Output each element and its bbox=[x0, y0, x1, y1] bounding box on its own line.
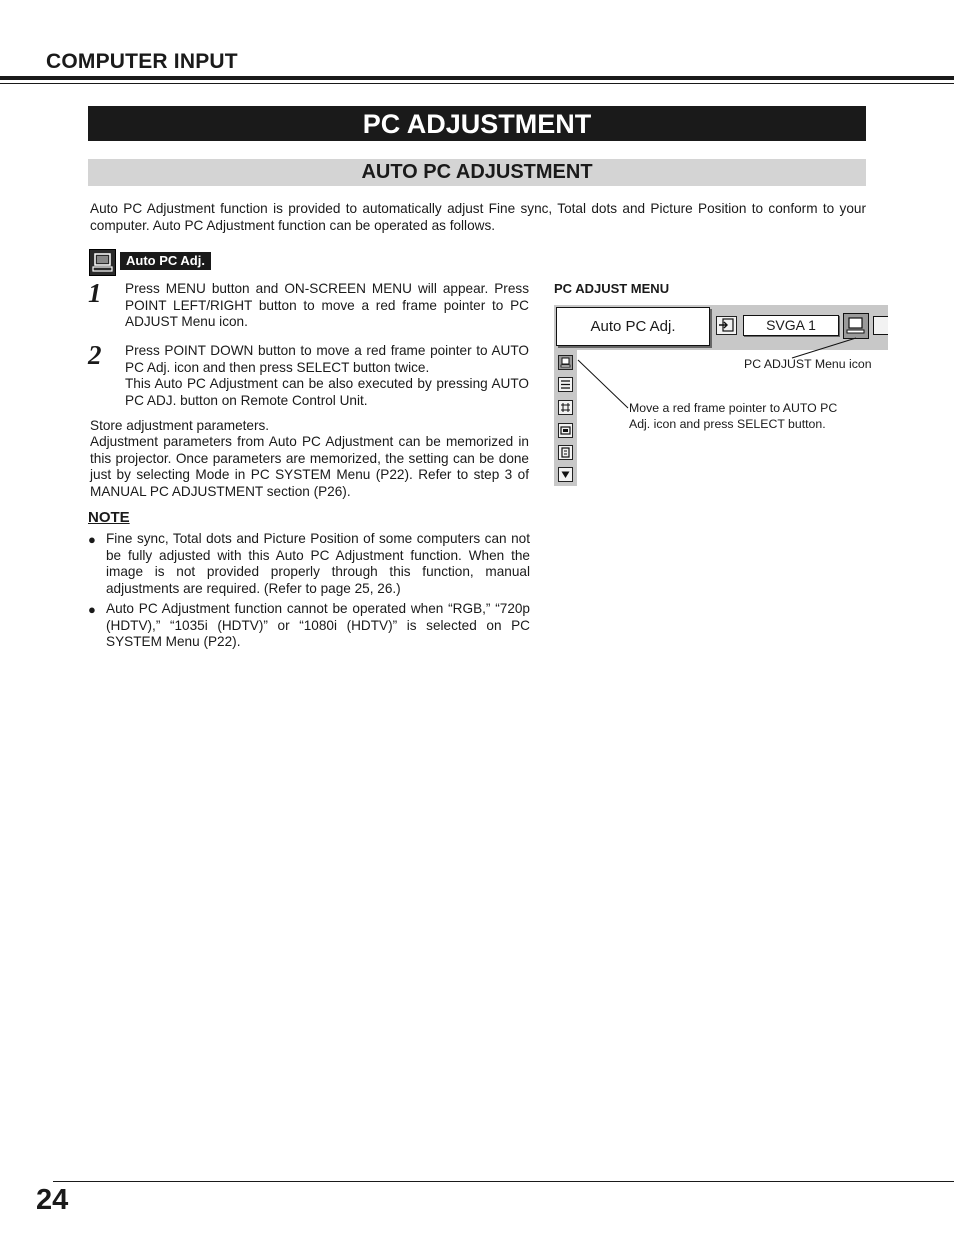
step-2-text: Press POINT DOWN button to move a red frame pointer to AUTO PC Adj. icon and then press SELECT button twice. bbox=[125, 343, 529, 375]
page-subtitle: AUTO PC ADJUSTMENT bbox=[88, 159, 866, 186]
scroll-down-icon[interactable] bbox=[558, 467, 573, 482]
step-number-2: 2 bbox=[88, 340, 102, 370]
page-title: PC ADJUSTMENT bbox=[88, 106, 866, 141]
step-number-1: 1 bbox=[88, 278, 102, 308]
current-mode-icon bbox=[558, 445, 573, 460]
note-heading: NOTE bbox=[88, 509, 130, 526]
header-rule bbox=[0, 76, 954, 80]
selected-item-box: Auto PC Adj. bbox=[556, 307, 710, 346]
menu-heading: PC ADJUST MENU bbox=[554, 281, 670, 296]
store-title: Store adjustment parameters. bbox=[90, 418, 270, 433]
note-item-1: Fine sync, Total dots and Picture Position of some computers can not be fully adjusted with this Auto PC Adjustment function. When the image is not provided properly through this function, manual adjustments are required. (Refer to page 25, 26.) bbox=[106, 531, 530, 596]
intro-text: Auto PC Adjustment function is provided to automatically adjust Fine sync, Total dots and Picture Position to conform to your computer. Auto PC Adjustment function can be operated as follows. bbox=[90, 201, 866, 233]
bullet-icon: ● bbox=[88, 602, 96, 617]
step-1-text: Press MENU button and ON-SCREEN MENU will appear. Press POINT LEFT/RIGHT button to move a red frame pointer to PC ADJUST Menu icon. bbox=[125, 281, 529, 329]
callout-pointer: Move a red frame pointer to AUTO PC Adj. icon and press SELECT button. bbox=[629, 401, 838, 431]
callout-menu-icon: PC ADJUST Menu icon bbox=[744, 357, 872, 371]
pc-adjust-icon bbox=[89, 249, 116, 276]
tag-label: Auto PC Adj. bbox=[120, 252, 211, 270]
page-number: 24 bbox=[36, 1184, 69, 1216]
store-text: Adjustment parameters from Auto PC Adjustment can be memorized in this projector. Once parameters are memorized, the setting can be done just by selecting Mode in PC SYSTEM Menu (P22). Refer to step 3 of MANUAL PC ADJUSTMENT section (P26). bbox=[90, 434, 529, 499]
bullet-icon: ● bbox=[88, 532, 96, 547]
section-title: COMPUTER INPUT bbox=[46, 50, 238, 73]
step-2-extra-text: This Auto PC Adjustment can be also executed by pressing AUTO PC ADJ. button on Remote Control Unit. bbox=[125, 376, 529, 408]
footer-rule bbox=[53, 1181, 954, 1182]
mode-label-box: SVGA 1 bbox=[743, 315, 839, 336]
header-rule-thin bbox=[0, 83, 954, 84]
position-icon bbox=[558, 423, 573, 438]
note-item-2: Auto PC Adjustment function cannot be operated when “RGB,” “720p (HDTV),” “1035i (HDTV)” or “1080i (HDTV)” is selected on PC SYSTEM Menu (P22). bbox=[106, 601, 530, 649]
